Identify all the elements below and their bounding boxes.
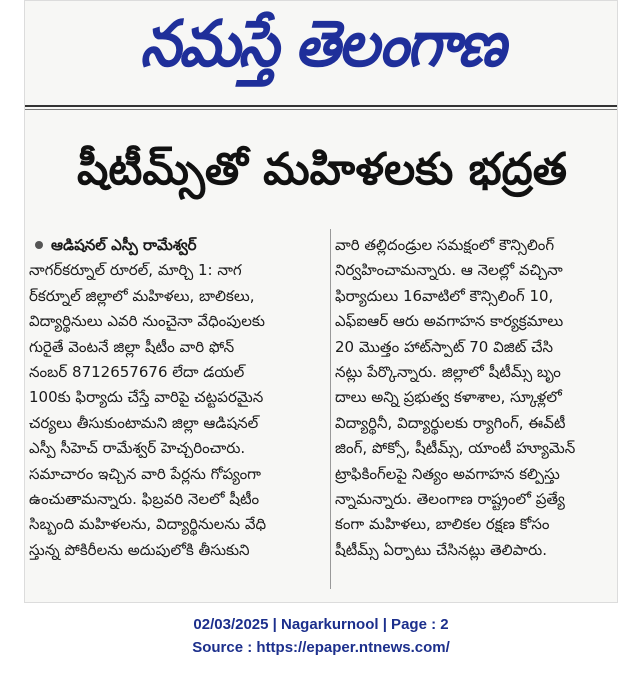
text-line: చర్యలు తీసుకుంటామని జిల్లా ఆడిషనల్ — [29, 413, 259, 432]
text-line: నిర్వహించామన్నారు. ఆ నెలల్లో వచ్చినా — [335, 261, 563, 280]
text-line: 20 మొత్తం హాట్‌స్పాట్ 70 విజిట్ చేసి — [335, 337, 554, 356]
text-line: ఎస్పీ సీహెచ్ రామేశ్వర్ హెచ్చరించారు. — [29, 439, 246, 458]
text-line: నాగర్‌కర్నూల్ రూరల్, మార్చి 1: నాగ — [29, 261, 242, 280]
masthead-rule-thin — [25, 109, 618, 110]
text-line: ఉంచుతామన్నారు. ఫిబ్రవరి నెలలో షీటీం — [29, 490, 260, 509]
text-line: స్తున్న పోకిరీలను అదుపులోకి తీసుకుని — [29, 540, 250, 559]
text-line: సమాచారం ఇచ్చిన వారి పేర్లను గోప్యంగా — [29, 464, 261, 483]
headline-text: షీటీమ్స్‌తో మహిళలకు భద్రత — [77, 144, 567, 195]
text-line: వారి తల్లిదండ్రుల సమక్షంలో కౌన్సిలింగ్ — [335, 236, 555, 254]
text-line: నట్లు పేర్కొన్నారు. జిల్లాలో షీటీమ్స్ బృం — [335, 363, 561, 382]
masthead — [25, 5, 618, 97]
text-line: కంగా మహిళలు, బాలికల రక్షణ కోసం — [335, 515, 550, 534]
article-column-right — [335, 233, 615, 563]
text-line: జింగ్, పోక్సో, షీటీమ్స్, యాంటీ హ్యూమెన్ — [335, 439, 576, 458]
text-line: సిబ్బంది మహిళలను, విద్యార్థినులను వేధి — [29, 515, 267, 534]
text-line: ర్‌కర్నూల్ జిల్లాలో మహిళలు, బాలికలు, — [29, 286, 255, 305]
text-line: ఎఫ్ఐఆర్ ఆరు అవగాహన కార్యక్రమాలు — [335, 312, 564, 331]
text-line: నంబర్ 8712657676 లేదా డయల్ — [29, 363, 245, 382]
text-line: ఫిర్యాదులు 16వాటిలో కౌన్సిలింగ్ 10, — [335, 286, 554, 305]
text-line: దాలు అన్ని ప్రభుత్వ కళాశాల, స్కూళ్లలో — [335, 388, 562, 407]
masthead-title: నమస్తే తెలంగాణ — [140, 5, 504, 81]
footer-date-edition: 02/03/2025 | Nagarkurnool | Page : 2 — [193, 616, 449, 633]
masthead-rule — [25, 105, 618, 107]
article-column-left — [29, 233, 329, 563]
footer-source: Source : https://epaper.ntnews.com/ — [192, 639, 450, 656]
text-line: న్నామన్నారు. తెలంగాణ రాష్ట్రంలో ప్రత్యే — [335, 490, 565, 509]
text-line: 100కు ఫిర్యాదు చేస్తే వారిపై చట్టపరమైన — [29, 388, 264, 407]
text-line: విద్యార్థినులు ఎవరి నుంచైనా వేధింపులకు — [29, 312, 265, 331]
article-headline — [25, 133, 618, 217]
news-clipping — [24, 0, 618, 603]
article-byline: ఆడిషనల్ ఎస్పీ రామేశ్వర్ — [29, 233, 329, 258]
text-line: గురైతే వెంటనే జిల్లా షీటీం వారి ఫోన్ — [29, 337, 235, 356]
text-line: ట్రాఫికింగ్‌లపై నిత్యం అవగాహన కల్పిస్తు — [335, 464, 560, 483]
column-divider — [330, 229, 331, 589]
text-line: విద్యార్థినీ, విద్యార్థులకు ర్యాగింగ్, ఈవ్‌టీ — [335, 413, 566, 432]
text-line: షీటీమ్స్ ఏర్పాటు చేసినట్లు తెలిపారు. — [335, 540, 547, 559]
